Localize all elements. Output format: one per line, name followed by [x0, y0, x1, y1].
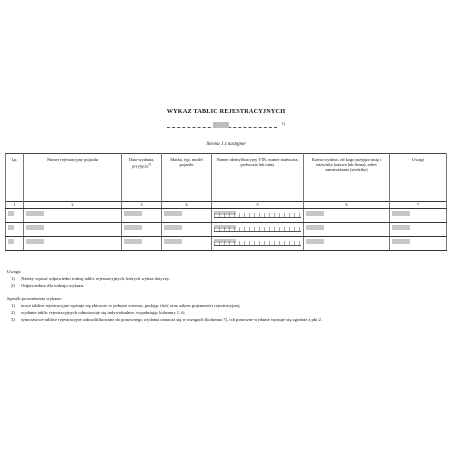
redacted-field [26, 225, 44, 230]
vin-character-boxes [214, 239, 301, 246]
cell-issue-date [122, 223, 162, 237]
document-title: WYKAZ TABLIC REJESTRACYJNYCH [166, 108, 286, 115]
vin-tick-marks [214, 227, 301, 232]
note-text: Odpowiednio dla rodzaju wykazu. [21, 283, 85, 289]
header-remarks: Uwagi [390, 154, 447, 202]
method-marker: 1) [11, 302, 15, 308]
note-text: Należy wpisać odpowiedni rodzaj tablic rejestracyjnych, których wykaz dotyczy. [21, 276, 170, 282]
redacted-field [213, 122, 229, 128]
header-registration-number: Numer rejestracyjny pojazdu [24, 154, 122, 202]
redacted-field [8, 225, 14, 230]
cell-recipient [304, 223, 390, 237]
redacted-field [392, 211, 410, 216]
redacted-field [164, 239, 182, 244]
vin-tick-marks [214, 213, 301, 218]
method-text: tymczasowe tablice rejestracyjne zakwalifikowane do ponownego wydania oznacza się w uwagach (kolumna 7), ich ponowne wydanie wpisuje się zgodnie z pkt 2. [21, 317, 322, 323]
method-text: nowe tablice rejestracyjne wpisuje się zbiorczo w jednym wierszu, podając ilość oraz zakres pojemności rejestracyjnej; [21, 302, 241, 308]
redacted-field [8, 239, 14, 244]
cell-remarks [390, 209, 447, 223]
header-issue-date [122, 154, 162, 202]
redacted-field [124, 211, 142, 216]
cell-make-model [162, 223, 212, 237]
column-number: 5 [212, 202, 304, 209]
cell-issue-date [122, 237, 162, 251]
cell-recipient [304, 209, 390, 223]
header-issue-date-label: Data wydania, przyjęcia [128, 157, 155, 169]
redacted-field [306, 225, 324, 230]
header-vin: Numer identyfikacyjny VIN, numer nadwozia, podwozia lub ramy [212, 154, 304, 202]
cell-lp [6, 209, 24, 223]
register-table [5, 153, 447, 251]
note-item [7, 282, 447, 289]
redacted-field [392, 239, 410, 244]
header-lp: Lp. [6, 154, 24, 202]
redacted-field [124, 225, 142, 230]
method-marker: 3) [11, 317, 15, 323]
redacted-field [164, 211, 182, 216]
column-number: 6 [304, 202, 390, 209]
cell-make-model [162, 237, 212, 251]
redacted-field [26, 211, 44, 216]
method-item [7, 309, 447, 316]
cell-remarks [390, 237, 447, 251]
register-type-line [167, 121, 287, 131]
cell-registration-number [24, 223, 122, 237]
redacted-field [306, 211, 324, 216]
redacted-field [164, 225, 182, 230]
table-row [6, 209, 447, 223]
method-heading: Sposób prowadzenia wykazu: [7, 295, 62, 301]
redacted-field [124, 239, 142, 244]
title-footnote-marker: 1) [281, 121, 285, 126]
method-item [7, 316, 447, 323]
column-number: 4 [162, 202, 212, 209]
redacted-field [392, 225, 410, 230]
cell-vin [212, 209, 304, 223]
header-make-model: Marka, typ, model pojazdu [162, 154, 212, 202]
column-number: 3 [122, 202, 162, 209]
method-item [7, 302, 447, 309]
note-item [7, 275, 447, 282]
cell-recipient [304, 237, 390, 251]
table-row [6, 237, 447, 251]
cell-registration-number [24, 209, 122, 223]
table-row [6, 223, 447, 237]
cell-lp [6, 237, 24, 251]
cell-vin [212, 237, 304, 251]
notes-section [7, 268, 447, 323]
column-number: 7 [390, 202, 447, 209]
cell-registration-number [24, 237, 122, 251]
column-number-row [6, 202, 447, 209]
column-number: 2 [24, 202, 122, 209]
column-number: 1 [6, 202, 24, 209]
cell-lp [6, 223, 24, 237]
note-marker: 2) [11, 283, 15, 289]
header-issue-date-footnote: 2) [148, 162, 151, 167]
vin-character-boxes [214, 225, 301, 232]
cell-make-model [162, 209, 212, 223]
note-marker: 1) [11, 276, 15, 282]
table-header-row [6, 154, 447, 202]
header-recipient: Komu wydano, od kogo przyjęto imię i nazwisko (nazwa lub firma), adres zamieszkania (siedziby) [304, 154, 390, 202]
redacted-field [26, 239, 44, 244]
redacted-field [306, 239, 324, 244]
redacted-field [8, 211, 14, 216]
cell-issue-date [122, 209, 162, 223]
notes-heading: Uwaga: [7, 269, 22, 274]
vin-character-boxes [214, 211, 301, 218]
vin-tick-marks [214, 241, 301, 246]
cell-remarks [390, 223, 447, 237]
cell-vin [212, 223, 304, 237]
method-marker: 2) [11, 310, 15, 316]
method-text: wydanie tablic rejestracyjnych odnotowuje się indywidualnie, wypełniając kolumny 1–6; [21, 310, 185, 316]
page-indicator: Strona 1 z następne [206, 142, 246, 147]
